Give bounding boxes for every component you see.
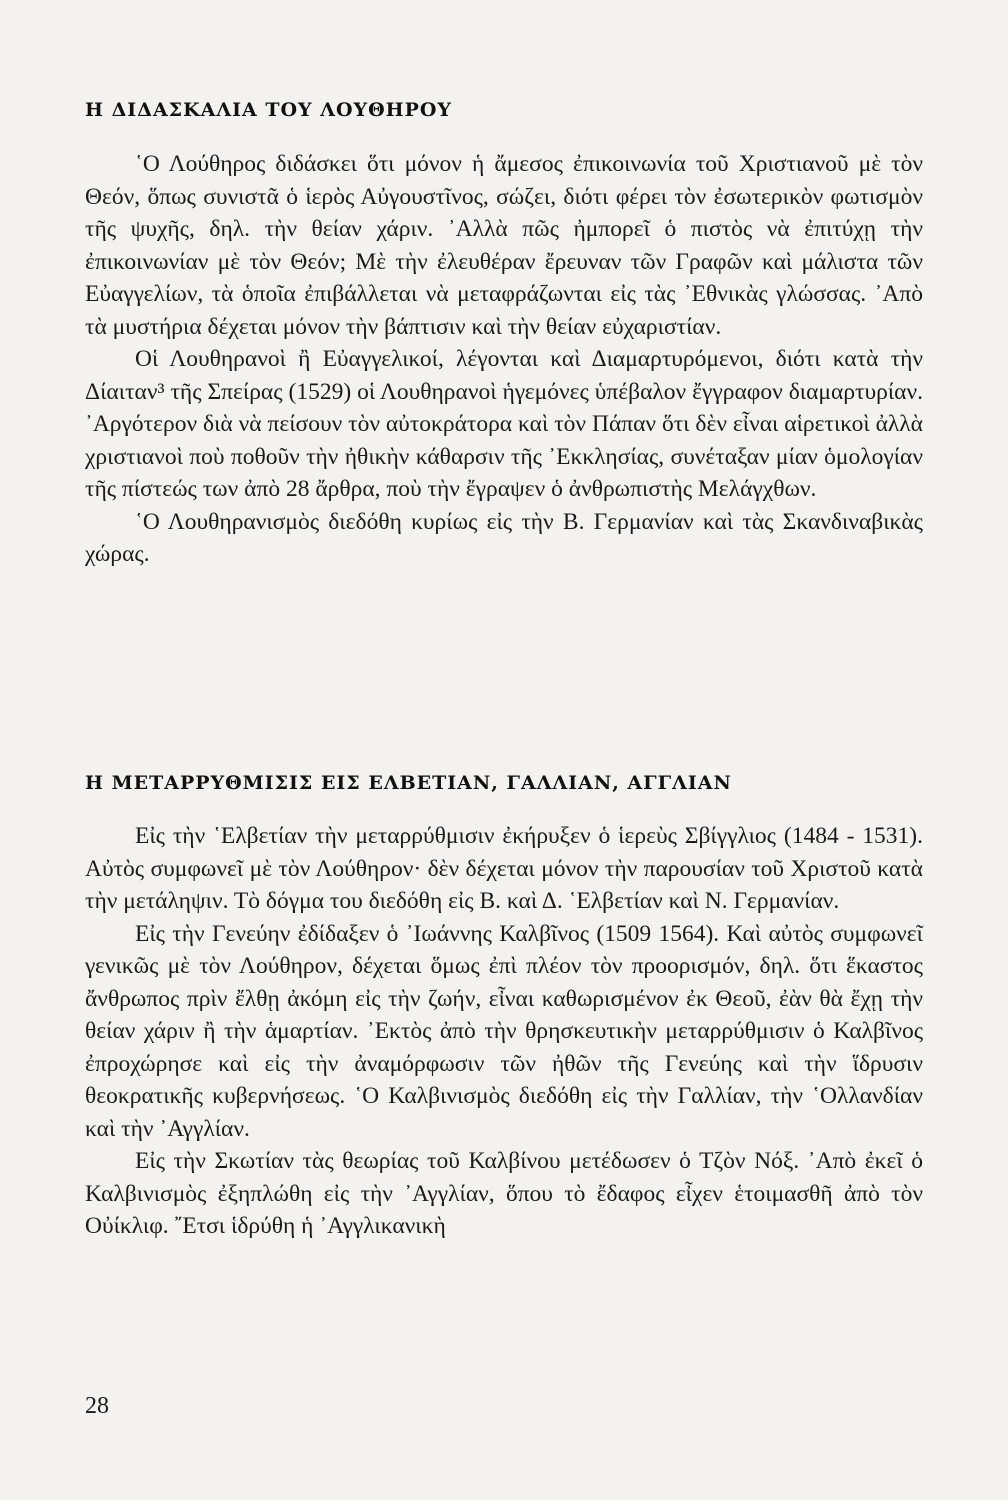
section-heading-reformation: Η ΜΕΤΑΡΡΥΘΜΙΣΙΣ ΕΙΣ ΕΛΒΕΤΙΑΝ, ΓΑΛΛΙΑΝ, ΑΓΓΛΙΑΝ	[85, 772, 732, 794]
paragraph: Οἱ Λουθηρανοὶ ἢ Εὐαγγελικοί, λέγονται καὶ Διαμαρτυρόμενοι, διότι κατὰ τὴν Δίαιταν³ τῆς Σπείρας (1529) οἱ Λουθηρανοὶ ἡγεμόνες ὑπέβαλον ἔγγραφον διαμαρτυρίαν. ᾿Αργότερον διὰ νὰ πείσουν τὸν αὐτοκράτορα καὶ τὸν Πάπαν ὅτι δὲν εἶναι αἱρετικοὶ ἀλλὰ χριστιανοὶ ποὺ ποθοῦν τὴν ἠθικὴν κάθαρσιν τῆς ᾿Εκκλησίας, συνέταξαν μίαν ὁμολογίαν τῆς πίστεώς των ἀπὸ 28 ἄρθρα, ποὺ τὴν ἔγραψεν ὁ ἀνθρωπιστὴς Μελάγχθων.	[85, 346, 923, 502]
paragraph: Εἰς τὴν Σκωτίαν τὰς θεωρίας τοῦ Καλβίνου μετέδωσεν ὁ Τζὸν Νόξ. ᾿Απὸ ἐκεῖ ὁ Καλβινισμὸς ἐξηπλώθη εἰς τὴν ᾿Αγγλίαν, ὅπου τὸ ἔδαφος εἶχεν ἑτοιμασθῆ ἀπὸ τὸν Οὐίκλιφ. ῎Ετσι ἱδρύθη ἡ ᾿Αγγλικανικὴ	[85, 1148, 923, 1239]
paragraph: ῾Ο Λούθηρος διδάσκει ὅτι μόνον ἡ ἄμεσος ἐπικοινωνία τοῦ Χριστιανοῦ μὲ τὸν Θεόν, ὅπως συνιστᾶ ὁ ἱερὸς Αὐγουστῖνος, σώζει, διότι φέρει τὸν ἐσωτερικὸν φωτισμὸν τῆς ψυχῆς, δηλ. τὴν θείαν χάριν. ᾿Αλλὰ πῶς ἠμπορεῖ ὁ πιστὸς νὰ ἐπιτύχῃ τὴν ἐπικοινωνίαν μὲ τὸν Θεόν; Μὲ τὴν ἐλευθέραν ἔρευναν τῶν Γραφῶν καὶ μάλιστα τῶν Εὐαγγελίων, τὰ ὁποῖα ἐπιβάλλεται νὰ μεταφράζωνται εἰς τὰς ᾿Εθνικὰς γλώσσας. ᾿Απὸ τὰ μυστήρια δέχεται μόνον τὴν βάπτισιν καὶ τὴν θείαν εὐχαριστίαν.	[85, 151, 923, 340]
section-heading-luther-teaching: Η ΔΙΔΑΣΚΑΛΙΑ ΤΟΥ ΛΟΥΘΗΡΟΥ	[85, 99, 452, 121]
section-body-luther-teaching	[85, 148, 923, 571]
paragraph: Εἰς τὴν ῾Ελβετίαν τὴν μεταρρύθμισιν ἐκήρυξεν ὁ ἱερεὺς Σβίγγλιος (1484 - 1531). Αὐτὸς συμφωνεῖ μὲ τὸν Λούθηρον· δὲν δέχεται μόνον τὴν παρουσίαν τοῦ Χριστοῦ κατὰ τὴν μετάληψιν. Τὸ δόγμα του διεδόθη εἰς Β. καὶ Δ. ῾Ελβετίαν καὶ Ν. Γερμανίαν.	[85, 823, 923, 914]
section-body-reformation	[85, 820, 923, 1243]
page-number: 28	[85, 1393, 109, 1419]
paragraph: ῾Ο Λουθηρανισμὸς διεδόθη κυρίως εἰς τὴν Β. Γερμανίαν καὶ τὰς Σκανδιναβικὰς χώρας.	[85, 508, 923, 567]
paragraph: Εἰς τὴν Γενεύην ἐδίδαξεν ὁ ᾿Ιωάννης Καλβῖνος (1509 1564). Καὶ αὐτὸς συμφωνεῖ γενικῶς μὲ τὸν Λούθηρον, δέχεται ὅμως ἐπὶ πλέον τὸν προορισμόν, δηλ. ὅτι ἕκαστος ἄνθρωπος πρὶν ἔλθῃ ἀκόμη εἰς τὴν ζωήν, εἶναι καθωρισμένον ἐκ Θεοῦ, ἐὰν θὰ ἔχῃ τὴν θείαν χάριν ἢ τὴν ἁμαρτίαν. ᾿Εκτὸς ἀπὸ τὴν θρησκευτικὴν μεταρρύθμισιν ὁ Καλβῖνος ἐπροχώρησε καὶ εἰς τὴν ἀναμόρφωσιν τῶν ἠθῶν τῆς Γενεύης καὶ τὴν ἵδρυσιν θεοκρατικῆς κυβερνήσεως. ῾Ο Καλβινισμὸς διεδόθη εἰς τὴν Γαλλίαν, τὴν ῾Ολλανδίαν καὶ τὴν ᾿Αγγλίαν.	[85, 920, 923, 1142]
